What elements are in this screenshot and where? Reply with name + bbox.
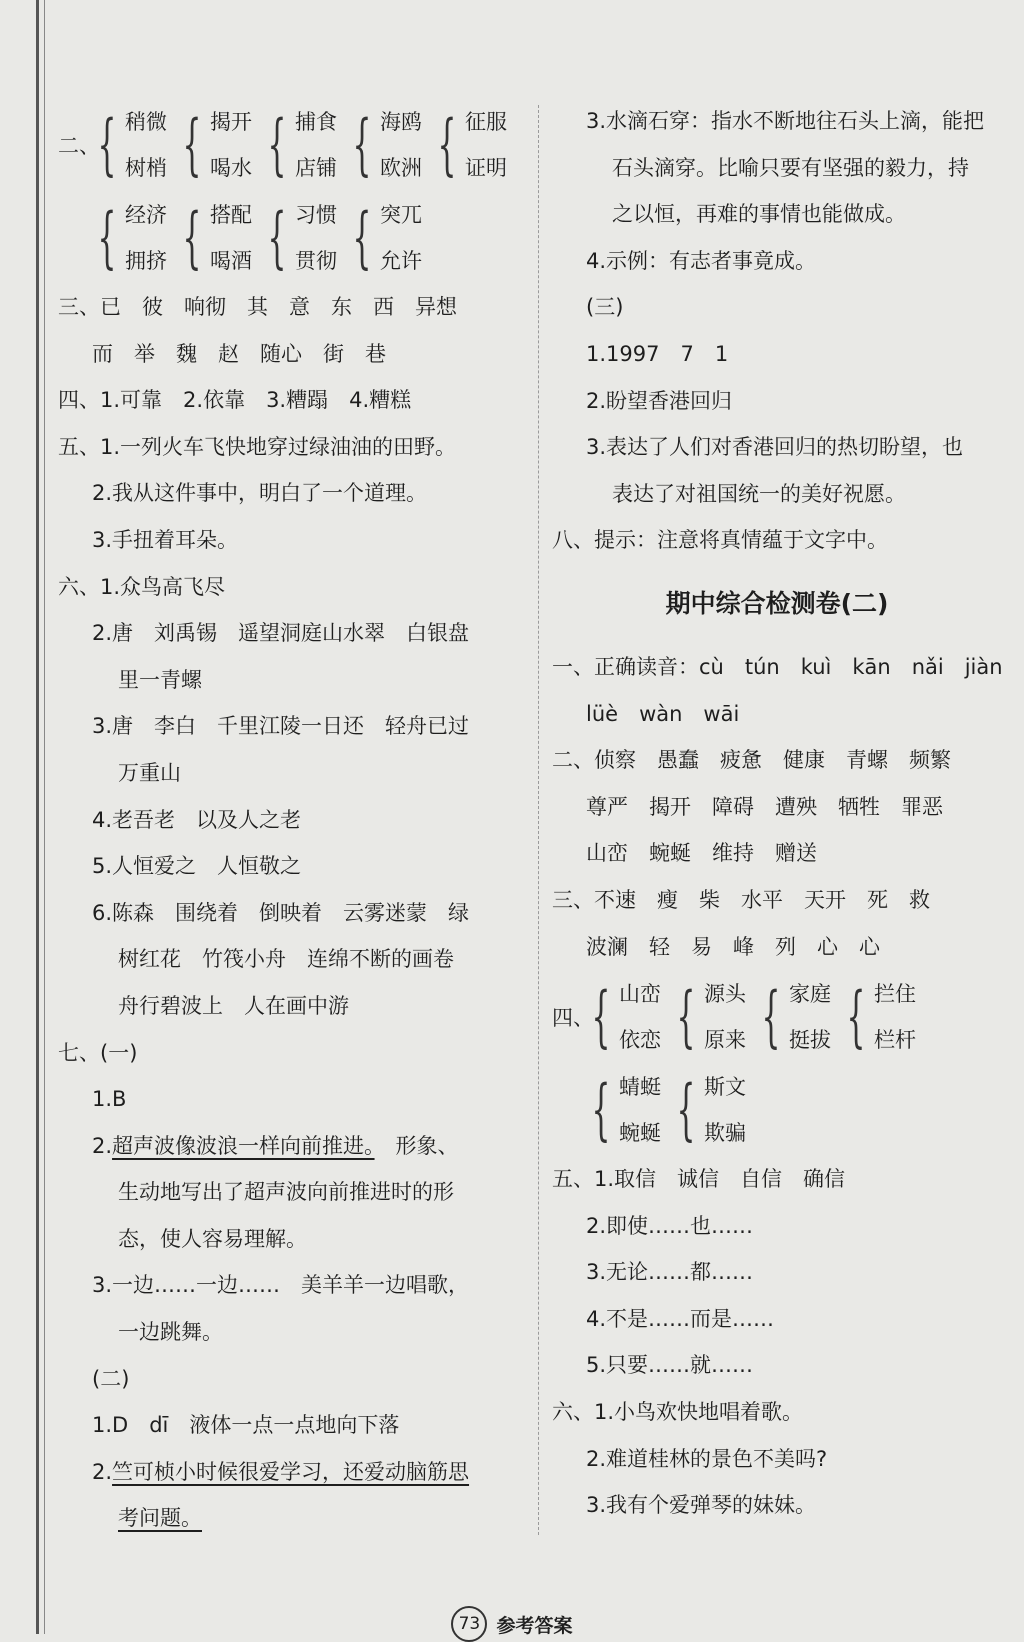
cont-line1: 3.水滴石穿：指水不断地往石头上滴，能把 bbox=[586, 109, 985, 133]
p5-line4: 4.不是……而是…… bbox=[586, 1306, 775, 1331]
word: 栏杆 bbox=[874, 1027, 916, 1052]
binding-line-thin bbox=[44, 0, 45, 1634]
s7-q2-line2: 生动地写出了超声波向前推进时的形 bbox=[118, 1180, 454, 1205]
p4-row1 bbox=[552, 970, 1022, 1063]
word: 贯彻 bbox=[295, 248, 337, 273]
page-footer bbox=[0, 1606, 1024, 1642]
page-number: 73 bbox=[451, 1606, 487, 1642]
word-pair: { 搭配 喝酒 bbox=[177, 192, 252, 284]
word-pair: { 突兀 允许 bbox=[347, 192, 422, 284]
p1-line1: 一、正确读音：cù tún kuì kān nǎi jiàn bbox=[552, 654, 1003, 679]
word: 征服 bbox=[465, 109, 507, 134]
cont-line3: 之以恒，再难的事情也能做成。 bbox=[612, 202, 906, 227]
word: 树梢 bbox=[125, 155, 167, 180]
word: 稍微 bbox=[125, 109, 167, 134]
cont-line2: 石头滴穿。比喻只要有坚强的毅力，持 bbox=[612, 155, 969, 180]
p6-line1: 六、1.小鸟欢快地唱着歌。 bbox=[552, 1400, 804, 1425]
s3-line2: 而 举 魏 赵 随心 街 巷 bbox=[92, 341, 386, 366]
underlined-sentence: 考问题。 bbox=[118, 1506, 202, 1531]
word-pair: { 习惯 贯彻 bbox=[262, 192, 337, 284]
word: 海鸥 bbox=[380, 109, 422, 134]
s5-line2: 2.我从这件事中，明白了一个道理。 bbox=[92, 481, 428, 506]
word: 揭开 bbox=[210, 109, 252, 134]
s3-line1: 三、已 彼 响彻 其 意 东 西 异想 bbox=[58, 295, 457, 319]
cont-line7: 2.盼望香港回归 bbox=[586, 388, 733, 413]
word: 蜿蜒 bbox=[619, 1120, 661, 1145]
word: 依恋 bbox=[619, 1027, 661, 1052]
s6-line9: 树红花 竹筏小舟 连绵不断的画卷 bbox=[118, 947, 454, 972]
word: 蜻蜓 bbox=[619, 1074, 661, 1099]
word-pair: { 经济 拥挤 bbox=[92, 192, 167, 284]
s7-b1: 1.D dī 液体一点一点地向下落 bbox=[92, 1413, 400, 1438]
p4-label: 四、 bbox=[552, 1005, 594, 1030]
underlined-sentence: 超声波像波浪一样向前推进。 bbox=[112, 1133, 375, 1158]
word: 喝水 bbox=[210, 155, 252, 180]
word: 山峦 bbox=[619, 981, 661, 1006]
word: 源头 bbox=[704, 981, 746, 1006]
s5-line1: 五、1.一列火车飞快地穿过绿油油的田野。 bbox=[58, 434, 457, 459]
word: 挺拔 bbox=[789, 1027, 831, 1052]
word: 家庭 bbox=[789, 981, 831, 1006]
s6-line10: 舟行碧波上 人在画中游 bbox=[118, 993, 349, 1018]
word-pair: { 家庭 挺拔 bbox=[756, 971, 831, 1063]
p1-line2: lüè wàn wāi bbox=[586, 701, 740, 726]
s7-sub2: (二) bbox=[92, 1366, 130, 1391]
s6-line2: 2.唐 刘禹锡 遥望洞庭山水翠 白银盘 bbox=[92, 621, 470, 646]
word-pair: { 山峦 依恋 bbox=[586, 971, 661, 1063]
s7-q2-line3: 态，使人容易理解。 bbox=[118, 1226, 307, 1251]
word: 斯文 bbox=[704, 1074, 746, 1099]
word: 喝酒 bbox=[210, 248, 252, 273]
word: 经济 bbox=[125, 202, 167, 227]
cont-line10: 八、提示：注意将真情蕴于文字中。 bbox=[552, 528, 888, 553]
word-pair: { 拦住 栏杆 bbox=[841, 971, 916, 1063]
word: 突兀 bbox=[380, 202, 422, 227]
p5-line1: 五、1.取信 诚信 自信 确信 bbox=[552, 1167, 846, 1192]
word: 习惯 bbox=[295, 202, 337, 227]
word: 允许 bbox=[380, 248, 422, 273]
s6-line3: 里一青螺 bbox=[118, 667, 202, 692]
s5-line3: 3.手扭着耳朵。 bbox=[92, 527, 239, 552]
word-pair: { 揭开 喝水 bbox=[177, 99, 252, 191]
p4-row2 bbox=[552, 1063, 1022, 1156]
s2-row2 bbox=[58, 191, 528, 284]
cont-line4: 4.示例：有志者事竟成。 bbox=[586, 248, 817, 273]
p6-line3: 3.我有个爱弹琴的妹妹。 bbox=[586, 1493, 817, 1518]
section-title: 期中综合检测卷(二) bbox=[665, 588, 889, 618]
s7-q1: 1.B bbox=[92, 1087, 127, 1112]
footer-label: 参考答案 bbox=[496, 1614, 573, 1637]
s6-line7: 5.人恒爱之 人恒敬之 bbox=[92, 854, 302, 879]
s7-q3-line2: 一边跳舞。 bbox=[118, 1320, 223, 1345]
p5-line5: 5.只要……就…… bbox=[586, 1353, 754, 1378]
p5-line2: 2.即使……也…… bbox=[586, 1213, 754, 1238]
word-pair: { 捕食 店铺 bbox=[262, 99, 337, 191]
right-column bbox=[552, 98, 1022, 1529]
p2-line1: 二、侦察 愚蠢 疲惫 健康 青螺 频繁 bbox=[552, 748, 951, 773]
word: 搭配 bbox=[210, 202, 252, 227]
cont-line8: 3.表达了人们对香港回归的热切盼望，也 bbox=[586, 435, 964, 460]
s7-q3-line1: 3.一边……一边…… 美羊羊一边唱歌， bbox=[92, 1273, 470, 1298]
s6-line4: 3.唐 李白 千里江陵一日还 轻舟已过 bbox=[92, 714, 470, 739]
cont-line9: 表达了对祖国统一的美好祝愿。 bbox=[612, 481, 906, 506]
word: 原来 bbox=[704, 1027, 746, 1052]
s7-head: 七、(一) bbox=[58, 1040, 138, 1065]
s7-b2-line2 bbox=[58, 1495, 528, 1542]
word: 欺骗 bbox=[704, 1120, 746, 1145]
word-pair: { 蜻蜓 蜿蜒 bbox=[586, 1064, 661, 1156]
cont-line5: (三) bbox=[586, 295, 624, 320]
p3-line2: 波澜 轻 易 峰 列 心 心 bbox=[586, 934, 880, 959]
word-pair: { 海鸥 欧洲 bbox=[347, 99, 422, 191]
p2-line3: 山峦 蜿蜒 维持 赠送 bbox=[586, 841, 817, 866]
s6-line5: 万重山 bbox=[118, 760, 181, 785]
column-divider bbox=[538, 105, 540, 1535]
word: 捕食 bbox=[295, 109, 337, 134]
s2-label: 二、 bbox=[58, 133, 100, 158]
p5-line3: 3.无论……都…… bbox=[586, 1260, 754, 1285]
word-pair: { 稍微 树梢 bbox=[92, 99, 167, 191]
word: 拦住 bbox=[874, 981, 916, 1006]
s7-b2-line1: 2.竺可桢小时候很爱学习，还爱动脑筋思 bbox=[92, 1459, 470, 1484]
word: 欧洲 bbox=[380, 155, 422, 180]
s6-line1: 六、1.众鸟高飞尽 bbox=[58, 574, 226, 599]
word-pair: { 征服 证明 bbox=[432, 99, 507, 191]
binding-line bbox=[36, 0, 39, 1634]
p6-line2: 2.难道桂林的景色不美吗? bbox=[586, 1446, 828, 1471]
word: 证明 bbox=[465, 155, 507, 180]
p2-line2: 尊严 揭开 障碍 遭殃 牺牲 罪恶 bbox=[586, 794, 943, 819]
s2-row1 bbox=[58, 98, 528, 191]
underlined-sentence: 竺可桢小时候很爱学习，还爱动脑筋思 bbox=[112, 1459, 470, 1484]
word-pair: { 源头 原来 bbox=[671, 971, 746, 1063]
s6-line6: 4.老吾老 以及人之老 bbox=[92, 807, 302, 832]
s4-line: 四、1.可靠 2.依靠 3.糟蹋 4.糟糕 bbox=[58, 388, 412, 413]
word: 店铺 bbox=[295, 155, 337, 180]
word: 拥挤 bbox=[125, 248, 167, 273]
p3-line1: 三、不速 瘦 柴 水平 天开 死 救 bbox=[552, 887, 930, 912]
cont-line6: 1.1997 7 1 bbox=[586, 341, 729, 366]
word-pair: { 斯文 欺骗 bbox=[671, 1064, 746, 1156]
left-column bbox=[58, 98, 528, 1542]
s6-line8: 6.陈森 围绕着 倒映着 云雾迷蒙 绿 bbox=[92, 900, 470, 925]
s7-q2-line1: 2.超声波像波浪一样向前推进。 形象、 bbox=[92, 1133, 459, 1158]
